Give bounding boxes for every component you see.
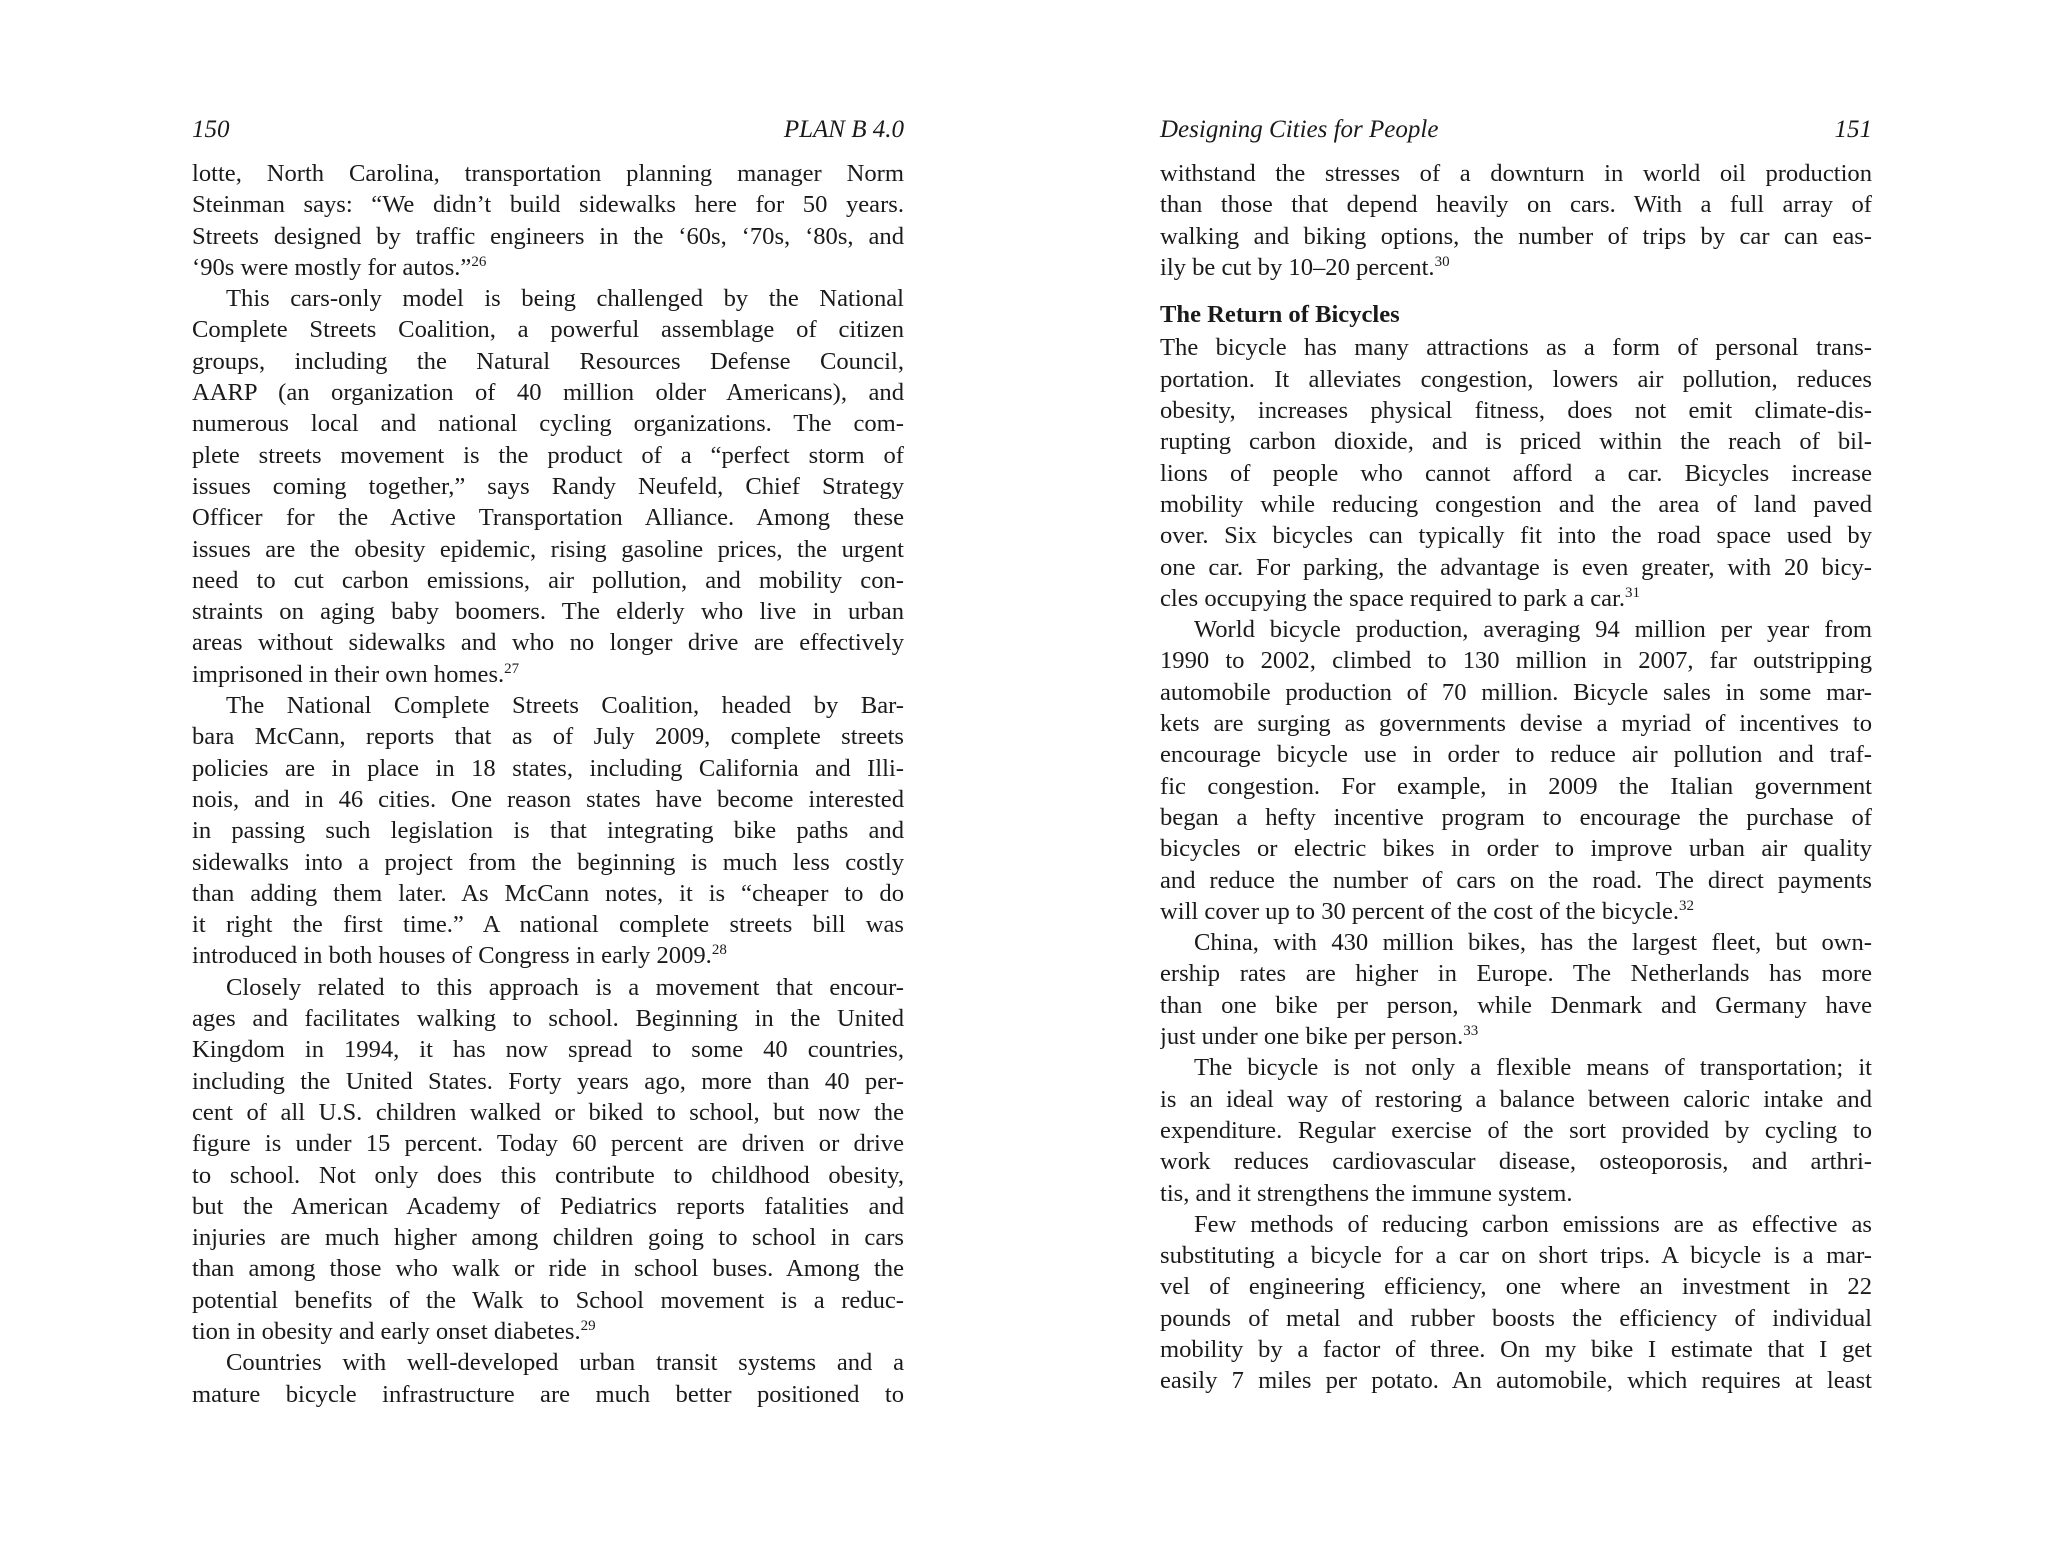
text-line — [192, 1285, 904, 1316]
line-text: kets are surging as governments devise a myriad of incentives to — [1160, 710, 1872, 738]
line-text: began a hefty incentive program to encourage the purchase of — [1160, 803, 1872, 831]
right-body-text — [1160, 158, 1872, 1397]
line-text: straints on aging baby boomers. The elderly who live in urban — [192, 598, 904, 626]
line-text: AARP (an organization of 40 million older Americans), and — [192, 379, 904, 407]
line-text: over. Six bicycles can typically fit into the road space used by — [1160, 522, 1872, 550]
line-text: than among those who walk or ride in school buses. Among the — [192, 1255, 904, 1283]
text-line — [1160, 1178, 1872, 1209]
line-text: obesity, increases physical fitness, does not emit climate-dis- — [1160, 397, 1872, 425]
line-text: The bicycle is not only a flexible means of transportation; it — [1194, 1054, 1872, 1082]
text-line — [192, 1379, 904, 1410]
line-text: 1990 to 2002, climbed to 130 million in 2007, far outstripping — [1160, 647, 1872, 675]
line-text: Few methods of reducing carbon emissions are as effective as — [1194, 1210, 1872, 1238]
line-text: groups, including the Natural Resources Defense Council, — [192, 347, 904, 375]
text-line — [192, 565, 904, 596]
left-book-title: PLAN B 4.0 — [783, 116, 904, 143]
text-line — [1160, 1021, 1872, 1052]
text-line — [192, 440, 904, 471]
line-text: bicycles or electric bikes in order to improve urban air quality — [1160, 835, 1872, 863]
line-text: lions of people who cannot afford a car. Bicycles increase — [1160, 459, 1872, 487]
text-line — [192, 940, 904, 971]
footnote-marker: 28 — [711, 942, 727, 959]
footnote-marker: 29 — [580, 1317, 596, 1334]
line-text: bara McCann, reports that as of July 2009, complete streets — [192, 723, 904, 751]
text-line — [192, 252, 904, 283]
text-line — [1160, 1271, 1872, 1302]
text-line — [1160, 896, 1872, 927]
text-line — [192, 189, 904, 220]
line-text: work reduces cardiovascular disease, osteoporosis, and arthri- — [1160, 1148, 1872, 1176]
text-line — [192, 909, 904, 940]
text-line — [192, 1316, 904, 1347]
paragraph — [192, 972, 904, 1348]
line-text: cles occupying the space required to park a car. — [1160, 584, 1626, 612]
text-line — [1160, 614, 1872, 645]
text-line — [1160, 833, 1872, 864]
text-line — [1160, 802, 1872, 833]
paragraph — [1160, 1209, 1872, 1397]
text-line — [1160, 958, 1872, 989]
line-text: substituting a bicycle for a car on short trips. A bicycle is a mar- — [1160, 1242, 1872, 1270]
text-line — [192, 690, 904, 721]
text-line — [1160, 1334, 1872, 1365]
line-text: issues coming together,” says Randy Neufeld, Chief Strategy — [192, 472, 904, 500]
text-line — [192, 1066, 904, 1097]
line-text: Kingdom in 1994, it has now spread to some 40 countries, — [192, 1036, 904, 1064]
line-text: figure is under 15 percent. Today 60 percent are driven or drive — [192, 1130, 904, 1158]
text-line — [1160, 1240, 1872, 1271]
line-text: Streets designed by traffic engineers in the ‘60s, ‘70s, ‘80s, and — [192, 222, 904, 250]
line-text: mature bicycle infrastructure are much better positioned to — [192, 1380, 904, 1408]
text-line — [1160, 927, 1872, 958]
paragraph — [192, 158, 904, 283]
text-line — [192, 1003, 904, 1034]
text-line — [192, 314, 904, 345]
line-text: nois, and in 46 cities. One reason states have become interested — [192, 785, 904, 813]
text-line — [1160, 158, 1872, 189]
text-line — [1160, 426, 1872, 457]
line-text: need to cut carbon emissions, air pollution, and mobility con- — [192, 566, 904, 594]
line-text: expenditure. Regular exercise of the sort provided by cycling to — [1160, 1116, 1872, 1144]
line-text: ‘90s were mostly for autos.” — [192, 253, 472, 281]
text-line — [192, 1128, 904, 1159]
text-line — [1160, 1303, 1872, 1334]
line-text: plete streets movement is the product of a “perfect storm of — [192, 441, 904, 469]
text-line — [1160, 520, 1872, 551]
footnote-marker: 30 — [1434, 253, 1450, 270]
text-line — [192, 408, 904, 439]
text-line — [192, 627, 904, 658]
text-line — [192, 1191, 904, 1222]
line-text: The National Complete Streets Coalition, headed by Bar- — [226, 692, 904, 720]
text-line — [1160, 1365, 1872, 1396]
left-running-head — [192, 112, 904, 148]
text-line — [192, 659, 904, 690]
text-line — [192, 1097, 904, 1128]
text-line — [1160, 189, 1872, 220]
text-line — [192, 502, 904, 533]
text-line — [192, 471, 904, 502]
text-line — [1160, 458, 1872, 489]
text-line — [1160, 1052, 1872, 1083]
line-text: just under one bike per person. — [1160, 1023, 1464, 1051]
right-page-number: 151 — [1834, 116, 1872, 143]
footnote-marker: 26 — [471, 253, 487, 270]
text-line — [192, 221, 904, 252]
line-text: ages and facilitates walking to school. Beginning in the United — [192, 1005, 904, 1033]
line-text: in passing such legislation is that integrating bike paths and — [192, 817, 904, 845]
footnote-marker: 33 — [1463, 1023, 1479, 1040]
footnote-marker: 27 — [504, 660, 520, 677]
section-heading: The Return of Bicycles — [1160, 301, 1400, 329]
right-running-head — [1160, 112, 1872, 148]
line-text: withstand the stresses of a downturn in world oil production — [1160, 160, 1872, 187]
line-text: than adding them later. As McCann notes, it is “cheaper to do — [192, 879, 904, 907]
line-text: introduced in both houses of Congress in early 2009. — [192, 942, 712, 970]
text-line — [1160, 364, 1872, 395]
line-text: sidewalks into a project from the beginning is much less costly — [192, 848, 904, 876]
left-body-text — [192, 158, 904, 1410]
line-text: is an ideal way of restoring a balance between caloric intake and — [1160, 1085, 1872, 1113]
footnote-marker: 31 — [1625, 584, 1641, 601]
line-text: including the United States. Forty years ago, more than 40 per- — [192, 1067, 904, 1095]
text-line — [1160, 252, 1872, 283]
text-line — [192, 753, 904, 784]
text-line — [1160, 771, 1872, 802]
line-text: Steinman says: “We didn’t build sidewalks here for 50 years. — [192, 191, 904, 219]
paragraph — [1160, 1052, 1872, 1208]
line-text: policies are in place in 18 states, including California and Illi- — [192, 754, 904, 782]
paragraph — [192, 1347, 904, 1410]
line-text: The bicycle has many attractions as a form of personal trans- — [1160, 334, 1872, 362]
paragraph — [192, 690, 904, 972]
line-text: Complete Streets Coalition, a powerful assemblage of citizen — [192, 316, 904, 344]
text-line — [192, 1160, 904, 1191]
text-line — [192, 346, 904, 377]
line-text: it right the first time.” A national complete streets bill was — [192, 911, 904, 939]
text-line — [192, 534, 904, 565]
line-text: ily be cut by 10–20 percent. — [1160, 253, 1435, 281]
text-line — [192, 784, 904, 815]
text-line — [1160, 865, 1872, 896]
line-text: vel of engineering efficiency, one where an investment in 22 — [1160, 1273, 1872, 1301]
paragraph — [1160, 332, 1872, 614]
paragraph — [1160, 927, 1872, 1052]
text-line — [192, 1034, 904, 1065]
line-text: mobility by a factor of three. On my bike I estimate that I get — [1160, 1335, 1872, 1363]
line-text: but the American Academy of Pediatrics reports fatalities and — [192, 1192, 904, 1220]
paragraph — [1160, 614, 1872, 927]
text-line — [1160, 332, 1872, 363]
line-text: China, with 430 million bikes, has the largest fleet, but own- — [1194, 929, 1872, 957]
text-line — [192, 972, 904, 1003]
line-text: potential benefits of the Walk to School movement is a reduc- — [192, 1286, 904, 1314]
text-line — [1160, 1209, 1872, 1240]
text-line — [192, 283, 904, 314]
text-line — [192, 1222, 904, 1253]
left-page — [192, 0, 904, 1567]
line-text: Closely related to this approach is a movement that encour- — [226, 973, 904, 1001]
line-text: than one bike per person, while Denmark and Germany have — [1160, 991, 1872, 1019]
left-page-number: 150 — [192, 116, 230, 143]
line-text: numerous local and national cycling organizations. The com- — [192, 410, 904, 438]
text-line — [1160, 708, 1872, 739]
line-text: pounds of metal and rubber boosts the efficiency of individual — [1160, 1304, 1872, 1332]
line-text: areas without sidewalks and who no longer drive are effectively — [192, 629, 904, 657]
text-line — [192, 596, 904, 627]
text-line — [192, 847, 904, 878]
text-line — [192, 158, 904, 189]
paragraph — [1160, 158, 1872, 283]
right-page — [1160, 0, 1872, 1567]
line-text: issues are the obesity epidemic, rising gasoline prices, the urgent — [192, 535, 904, 563]
line-text: encourage bicycle use in order to reduce air pollution and traf- — [1160, 741, 1872, 769]
line-text: portation. It alleviates congestion, lowers air pollution, reduces — [1160, 365, 1872, 393]
text-line — [1160, 489, 1872, 520]
line-text: ership rates are higher in Europe. The Netherlands has more — [1160, 960, 1872, 988]
text-line — [1160, 583, 1872, 614]
line-text: one car. For parking, the advantage is even greater, with 20 bicy- — [1160, 553, 1872, 581]
line-text: Countries with well-developed urban transit systems and a — [226, 1349, 904, 1377]
line-text: than those that depend heavily on cars. With a full array of — [1160, 191, 1872, 219]
heading-spacer — [1160, 283, 1872, 299]
text-line — [1160, 1115, 1872, 1146]
line-text: lotte, North Carolina, transportation planning manager Norm — [192, 160, 904, 187]
text-line — [1160, 645, 1872, 676]
text-line — [1160, 395, 1872, 426]
text-line — [192, 878, 904, 909]
line-text: automobile production of 70 million. Bicycle sales in some mar- — [1160, 678, 1872, 706]
paragraph — [192, 283, 904, 690]
line-text: rupting carbon dioxide, and is priced within the reach of bil- — [1160, 428, 1872, 456]
line-text: imprisoned in their own homes. — [192, 660, 505, 688]
text-line — [192, 721, 904, 752]
line-text: tion in obesity and early onset diabetes. — [192, 1317, 581, 1345]
text-line — [1160, 221, 1872, 252]
line-text: mobility while reducing congestion and the area of land paved — [1160, 490, 1872, 518]
line-text: Officer for the Active Transportation Alliance. Among these — [192, 504, 904, 532]
right-chapter-title: Designing Cities for People — [1160, 116, 1439, 143]
text-line — [1160, 990, 1872, 1021]
line-text: tis, and it strengthens the immune system. — [1160, 1179, 1573, 1207]
text-line — [192, 1253, 904, 1284]
line-text: to school. Not only does this contribute to childhood obesity, — [192, 1161, 904, 1189]
line-text: easily 7 miles per potato. An automobile, which requires at least — [1160, 1367, 1872, 1395]
footnote-marker: 32 — [1679, 897, 1695, 914]
text-line — [192, 815, 904, 846]
text-line — [1160, 739, 1872, 770]
text-line — [192, 1347, 904, 1378]
text-line — [192, 377, 904, 408]
text-line — [1160, 552, 1872, 583]
line-text: cent of all U.S. children walked or biked to school, but now the — [192, 1098, 904, 1126]
line-text: This cars-only model is being challenged by the National — [226, 285, 904, 313]
line-text: injuries are much higher among children going to school in cars — [192, 1224, 904, 1252]
line-text: and reduce the number of cars on the road. The direct payments — [1160, 866, 1872, 894]
line-text: fic congestion. For example, in 2009 the Italian government — [1160, 772, 1872, 800]
line-text: World bicycle production, averaging 94 million per year from — [1194, 616, 1872, 644]
line-text: walking and biking options, the number of trips by car can eas- — [1160, 222, 1872, 250]
text-line — [1160, 1146, 1872, 1177]
text-line — [1160, 677, 1872, 708]
text-line — [1160, 1084, 1872, 1115]
line-text: will cover up to 30 percent of the cost of the bicycle. — [1160, 897, 1680, 925]
